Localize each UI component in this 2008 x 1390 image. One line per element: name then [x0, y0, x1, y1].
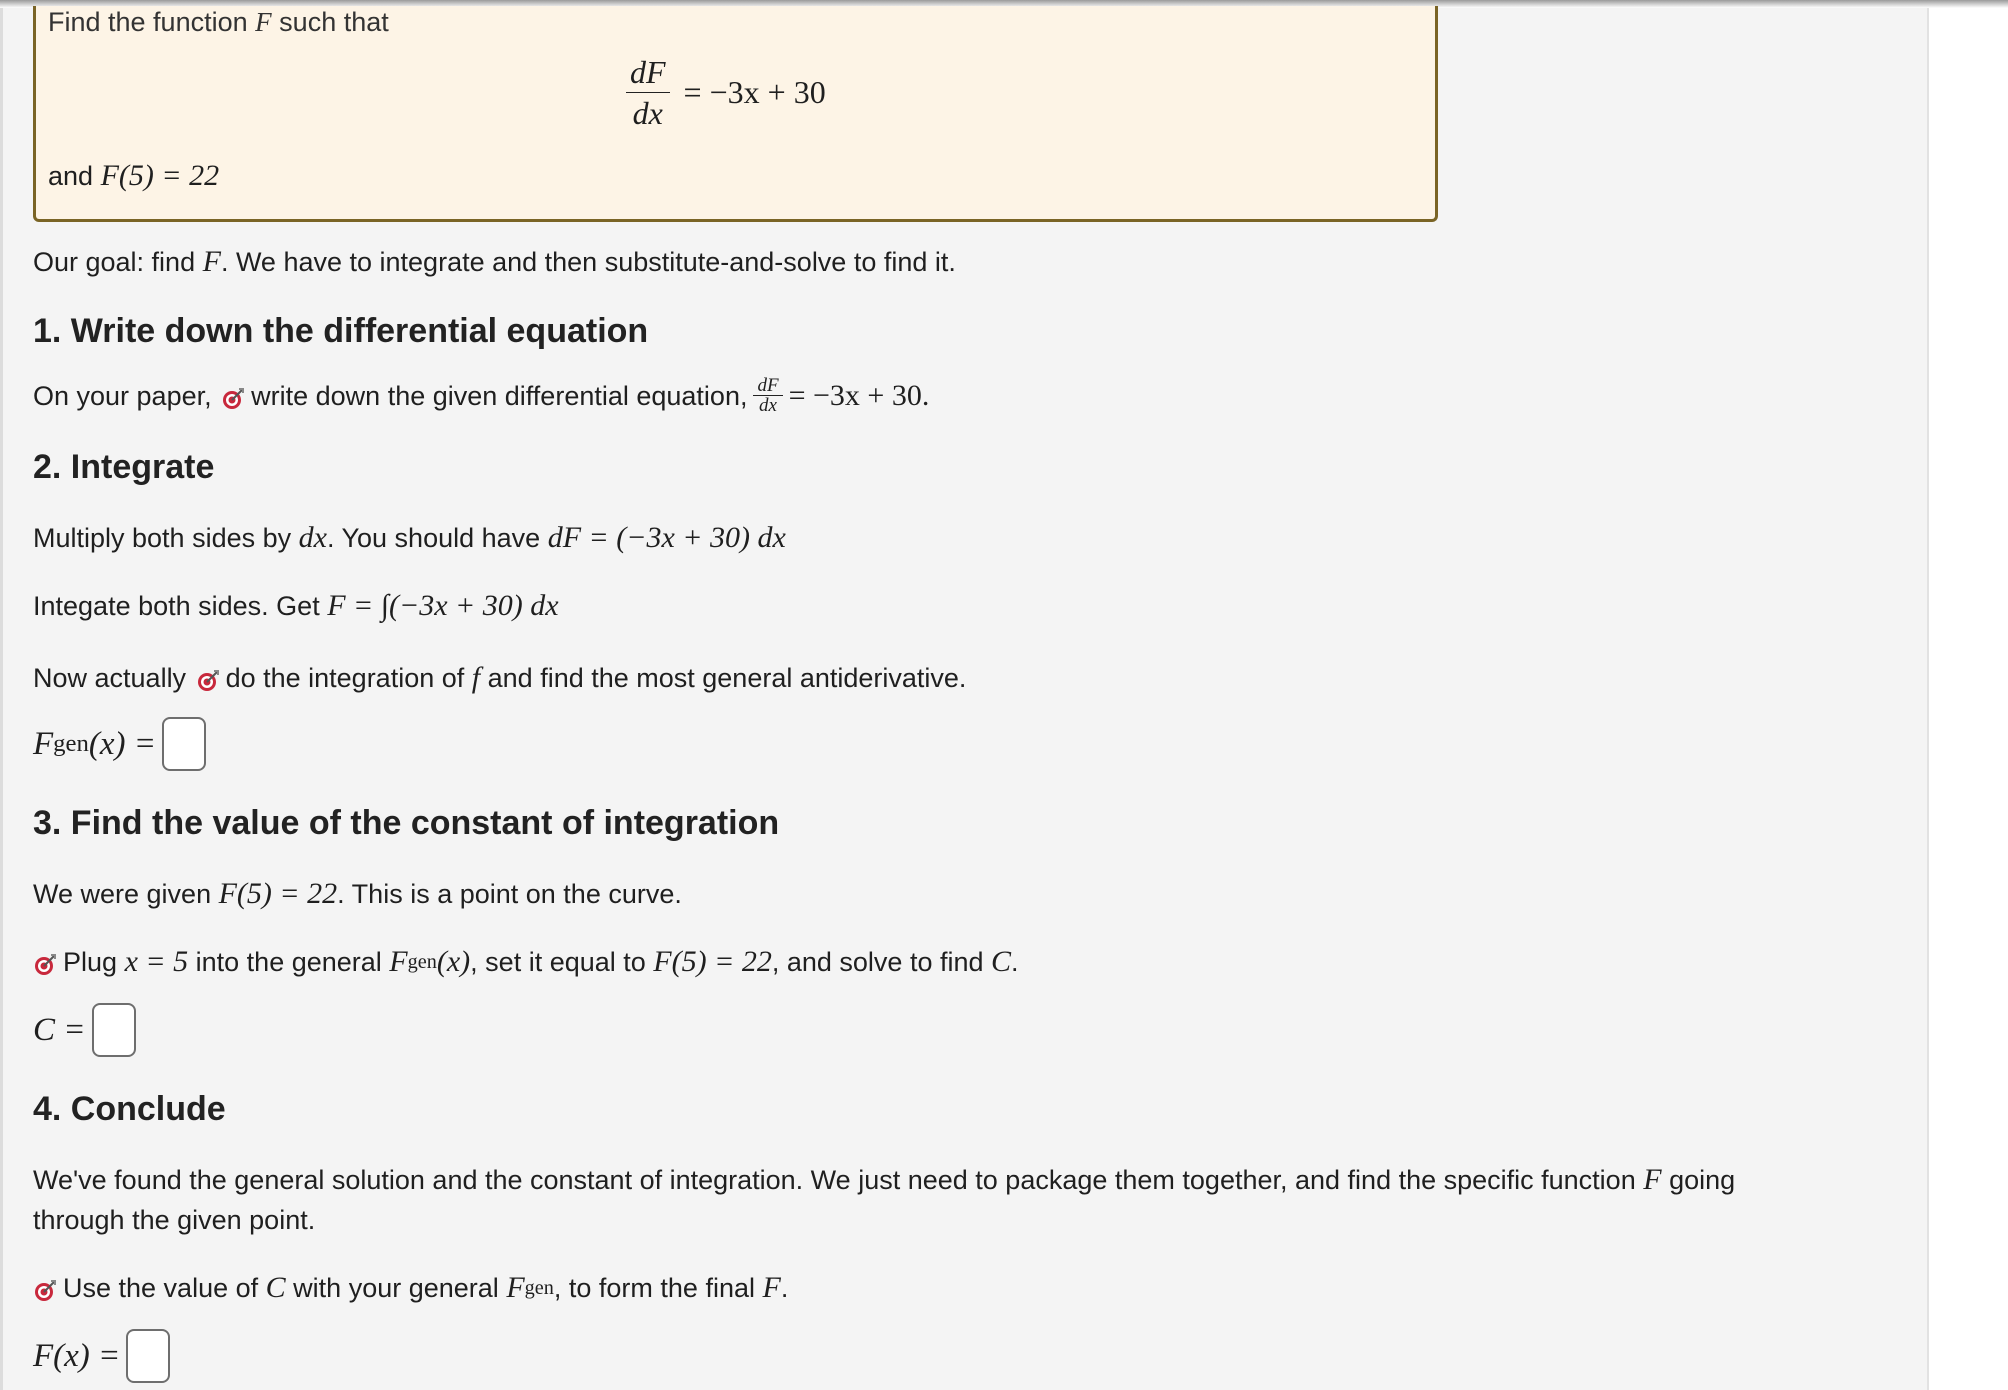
target-icon [221, 384, 245, 408]
multiply-text: Multiply both sides by dx. You should have dF = (−3x + 30) dx [33, 521, 786, 554]
target-icon [33, 1276, 57, 1300]
derivative-fraction: $\frac{dF}{dx}$ [626, 52, 670, 133]
problem-condition: and F(5) = 22 [48, 159, 220, 192]
step3-heading: 3. Find the value of the constant of integration [33, 804, 780, 842]
c-answer-input[interactable] [92, 1003, 136, 1057]
general-antiderivative-answer: F gen (x) = [33, 716, 206, 772]
problem-statement [33, 6, 1438, 222]
use-value-instruction: Use the value of C with your general F gen , to form the final F . [33, 1270, 788, 1306]
final-function-answer: F(x) = [33, 1328, 170, 1384]
conclude-paragraph: We've found the general solution and the constant of integration. We just need to package them together, and find the specific function F going [33, 1163, 1736, 1196]
target-icon [33, 950, 57, 974]
problem-intro: Find the function F such that [48, 7, 389, 37]
given-point-text: We were given F(5) = 22. This is a point on the curve. [33, 877, 682, 910]
lesson-panel [0, 8, 1929, 1390]
step4-heading: 4. Conclude [33, 1090, 226, 1128]
fgen-answer-input[interactable] [162, 717, 206, 771]
equation-rhs: = −3x + 30 [683, 74, 826, 110]
target-icon [196, 666, 220, 690]
step2-heading: 2. Integrate [33, 448, 215, 486]
plug-instruction: Plug x = 5 into the general F gen (x) , set it equal to F(5) = 22 , and solve to find C . [33, 944, 1019, 980]
conclude-paragraph-line2: through the given point. [33, 1205, 316, 1235]
final-f-answer-input[interactable] [126, 1329, 170, 1383]
inline-derivative-fraction: $\frac{dF}{dx}$ [753, 376, 782, 415]
step1-text: On your paper, write down the given differential equation, $\frac{dF}{dx}$ = −3x + 30. [33, 375, 930, 416]
step1-heading: 1. Write down the differential equation [33, 312, 649, 350]
integrate-text: Integate both sides. Get F = ∫(−3x + 30) dx [33, 589, 559, 622]
goal-text: Our goal: find F. We have to integrate and then substitute-and-solve to find it. [33, 245, 956, 278]
problem-equation [626, 52, 826, 133]
antiderivative-instruction: Now actually do the integration of f and find the most general antiderivative. [33, 661, 967, 694]
constant-answer: C = [33, 1002, 136, 1058]
